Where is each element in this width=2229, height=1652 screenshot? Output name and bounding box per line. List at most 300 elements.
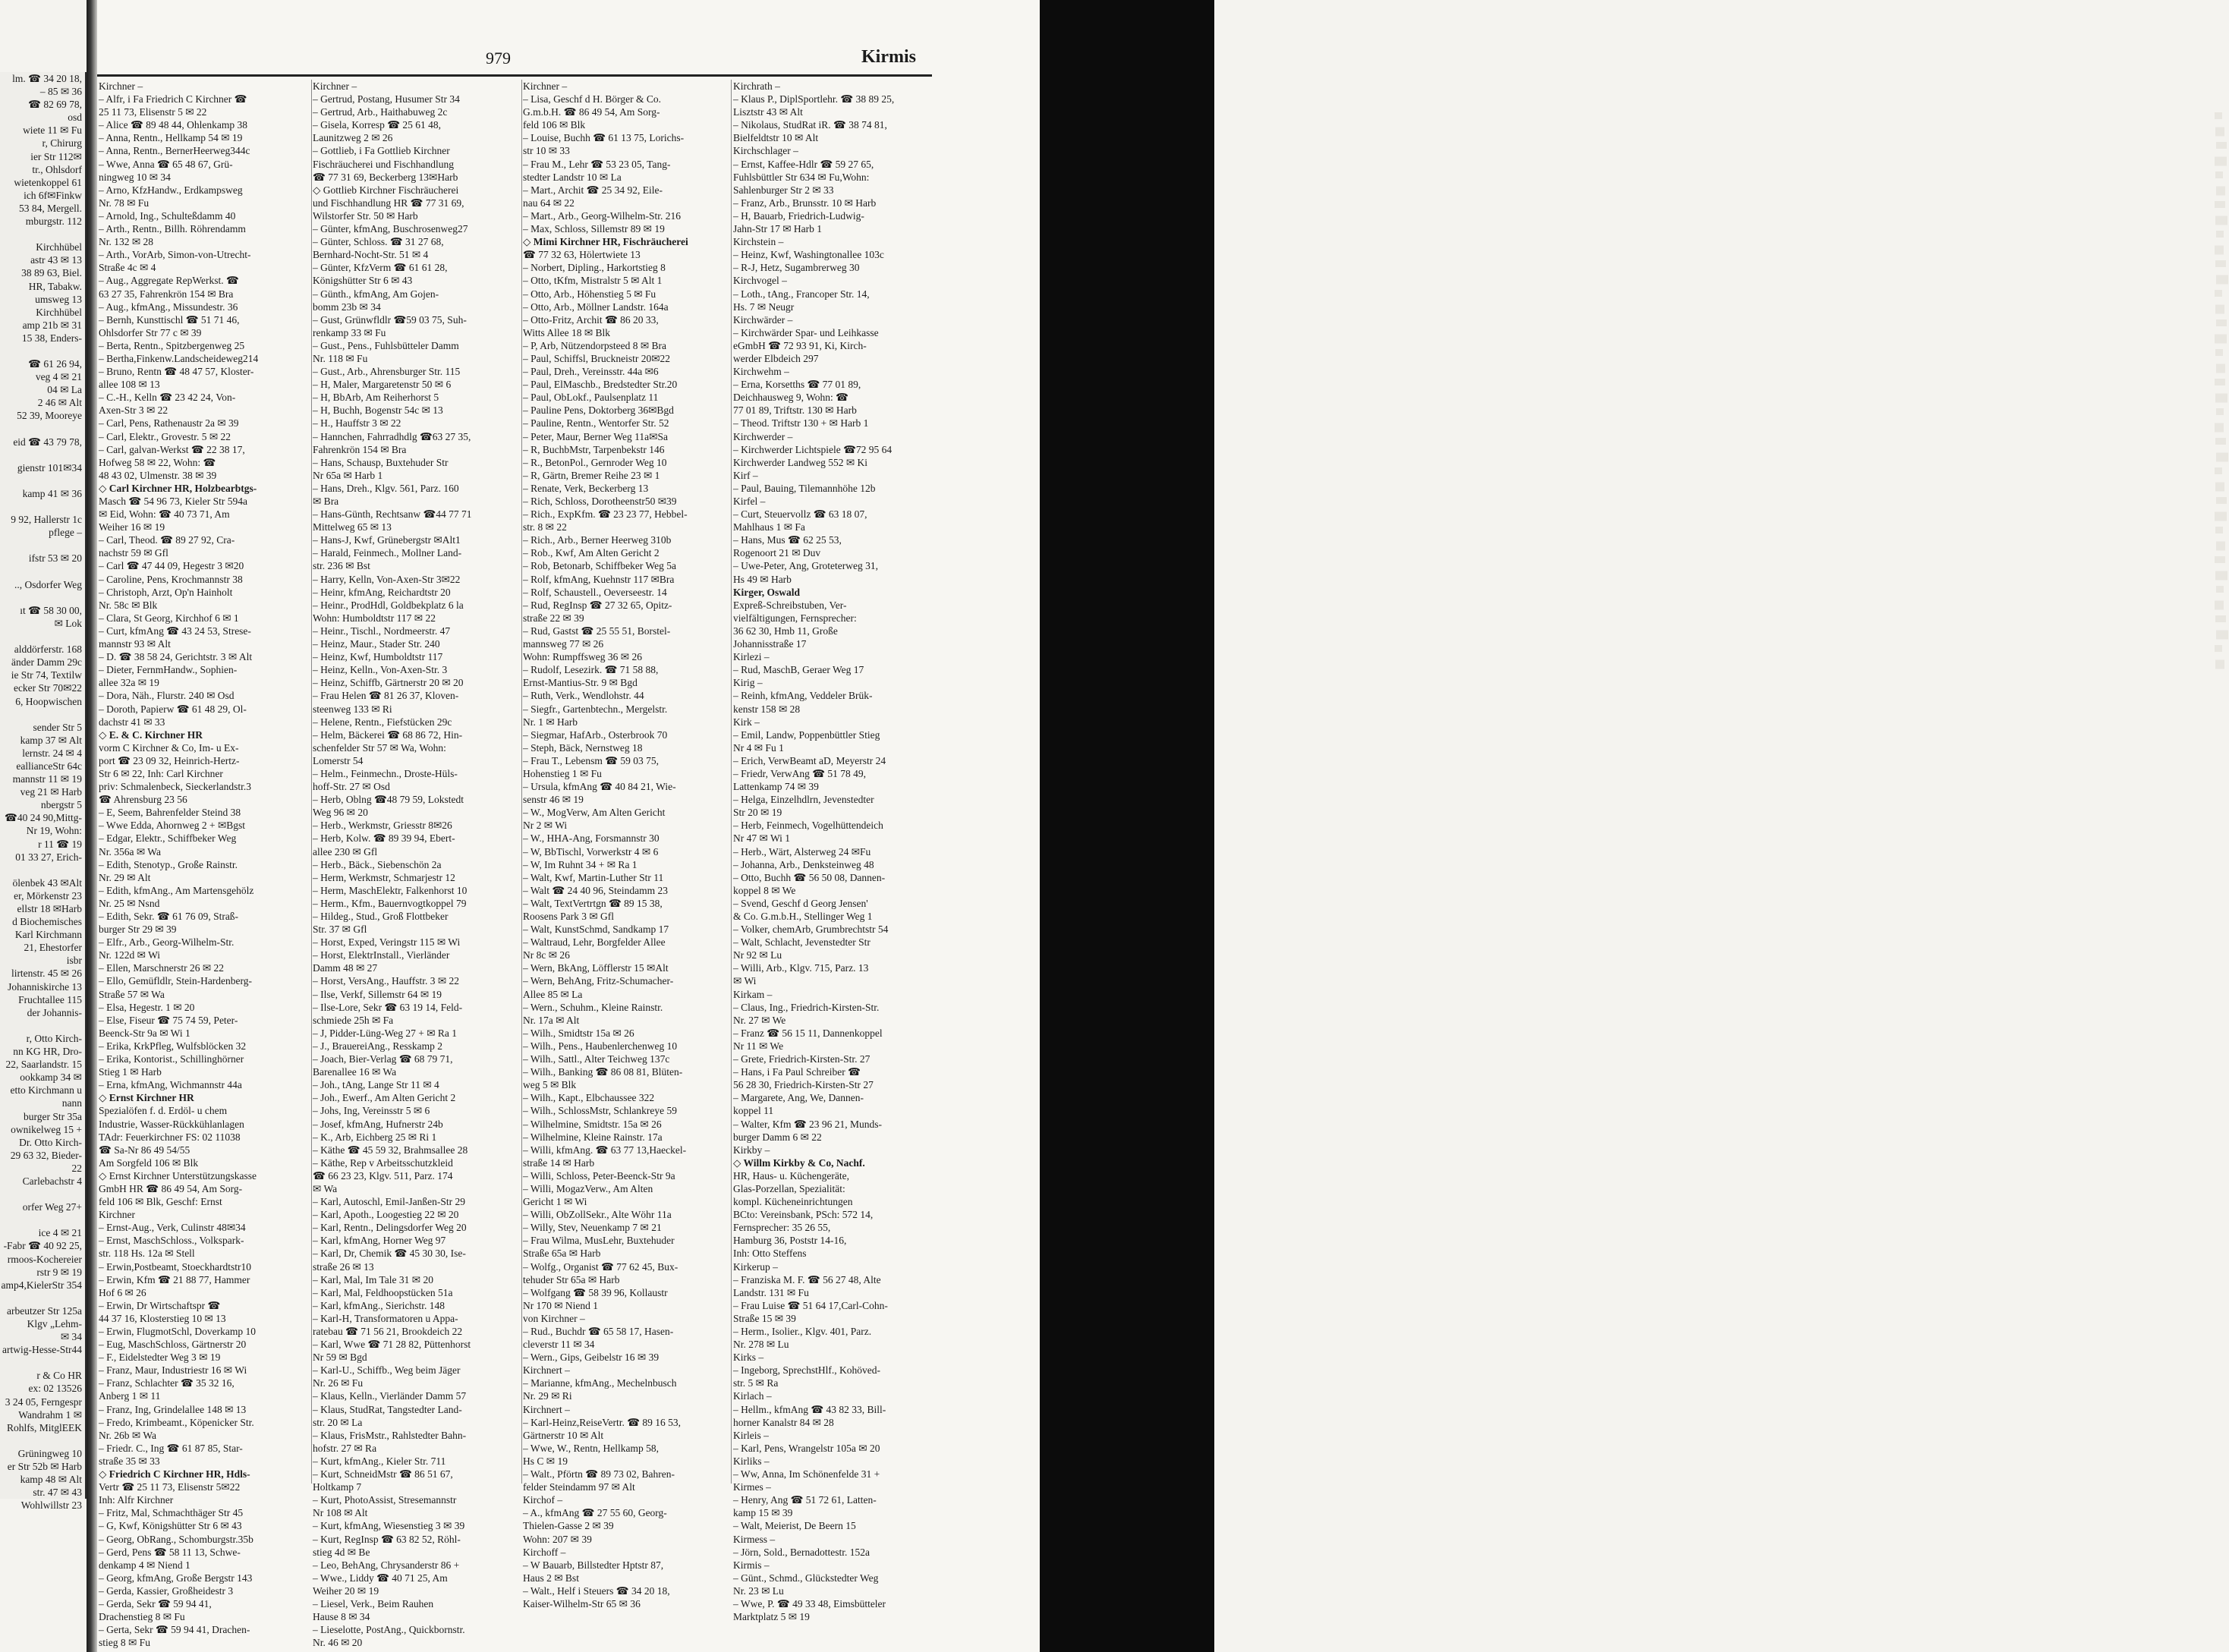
- directory-entry-line: – Elfr., Arb., Georg-Wilhelm-Str.: [99, 936, 235, 949]
- directory-entry-line: – Gust., Pens., Fuhlsbütteler Damm: [313, 339, 459, 351]
- directory-entry-line: – Carl ☎ 47 44 09, Hegestr 3 ✉20: [99, 560, 244, 572]
- directory-entry-line: str. 118 Hs. 12a ✉ Stell: [99, 1248, 195, 1260]
- directory-entry-line: Nr. 26 ✉ Fu: [313, 1377, 364, 1389]
- directory-entry-line: ◇ Willm Kirkby & Co, Nachf.: [733, 1156, 865, 1169]
- directory-entry-line: Mittelweg 65 ✉ 13: [313, 521, 392, 533]
- directory-entry-line: – Walt, KunstSchmd, Sandkamp 17: [523, 924, 669, 936]
- directory-entry-line: stedter Landstr 10 ✉ La: [523, 171, 622, 183]
- directory-entry-line: – G, Kwf, Königshütter Str 6 ✉ 43: [99, 1520, 242, 1532]
- directory-entry-line: – Heinz, Kelln., Von-Axen-Str. 3: [313, 664, 448, 676]
- previous-page-line: wietenkoppel 61: [14, 176, 82, 188]
- directory-entry-line: – Franz, Schlachter ☎ 35 32 16,: [99, 1377, 235, 1389]
- directory-entry-line: tehuder Str 65a ✉ Harb: [523, 1273, 620, 1285]
- edge-mark: [2215, 216, 2227, 225]
- directory-entry-line: nachstr 59 ✉ Gfl: [99, 547, 168, 559]
- directory-entry-line: – Louise, Buchh ☎ 61 13 75, Lorichs-: [523, 132, 685, 144]
- previous-page-line: Klgv „Lehm-: [27, 1318, 82, 1329]
- directory-entry-line: – Frau M., Lehr ☎ 53 23 05, Tang-: [523, 158, 671, 170]
- previous-page-line: ookkamp 34 ✉: [20, 1071, 82, 1084]
- directory-entry-line: Bielfeldtstr 10 ✉ Alt: [733, 132, 819, 144]
- previous-page-line: r, Otto Kirch-: [26, 1032, 82, 1044]
- directory-entry-line: Landstr. 131 ✉ Fu: [733, 1286, 809, 1298]
- directory-entry-line: – Günter, Schloss. ☎ 31 27 68,: [313, 236, 444, 248]
- directory-entry-line: Nr 108 ✉ Alt: [313, 1507, 368, 1519]
- directory-entry-line: straße 35 ✉ 33: [99, 1455, 160, 1467]
- directory-entry-line: von Kirchner –: [523, 1312, 585, 1324]
- directory-entry-line: – Anna, Rentn., BernerHeerweg344c: [99, 145, 250, 157]
- edge-mark: [2215, 127, 2224, 137]
- directory-entry-line: – Georg, kfmAng, Große Bergstr 143: [99, 1572, 253, 1584]
- directory-entry-line: – Herm, Werkmstr, Schmarjestr 12: [313, 871, 455, 883]
- page-number: 979: [486, 49, 511, 68]
- directory-entry-line: – Kurt, kfmAng., Kieler Str. 711: [313, 1455, 446, 1467]
- previous-page-line: Dr. Otto Kirch-: [19, 1136, 82, 1148]
- directory-entry-line: Fernsprecher: 35 26 55,: [733, 1222, 831, 1234]
- directory-entry-line: Str. 37 ✉ Gfl: [313, 924, 367, 936]
- directory-entry-line: – A., kfmAng ☎ 27 55 60, Georg-: [523, 1507, 667, 1519]
- directory-entry-line: und Fischhandlung HR ☎ 77 31 69,: [313, 197, 464, 209]
- directory-entry-line: – Gust., Arb., Ahrensburger Str. 115: [313, 366, 461, 378]
- directory-entry-line: – Renate, Verk, Beckerberg 13: [523, 482, 649, 494]
- directory-entry-line: GmbH HR ☎ 86 49 54, Am Sorg-: [99, 1182, 243, 1194]
- directory-entry-line: – Ernst-Aug., Verk, Culinstr 48✉34: [99, 1222, 246, 1234]
- directory-entry-line: – Gerta, Sekr ☎ 59 94 41, Drachen-: [99, 1624, 250, 1636]
- directory-entry-line: – Erich, VerwBeamt aD, Meyerstr 24: [733, 754, 886, 766]
- directory-entry-line: Wilstorfer Str. 50 ✉ Harb: [313, 209, 418, 222]
- previous-page-line: ✉ Lok: [54, 617, 82, 629]
- previous-page-line: isbr: [66, 955, 82, 967]
- directory-entry-line: Kirchwehm –: [733, 366, 789, 378]
- directory-entry-line: – Wern, BehAng, Fritz-Schumacher-: [523, 975, 674, 987]
- directory-entry-line: Kirger, Oswald: [733, 586, 801, 598]
- directory-entry-line: – Carl, Theod. ☎ 89 27 92, Cra-: [99, 534, 235, 546]
- directory-entry-line: ✉ Eid, Wohn: ☎ 40 73 71, Am: [99, 508, 230, 521]
- directory-entry-line: – Wilhelmine, Smidtstr. 15a ✉ 26: [523, 1118, 662, 1130]
- directory-entry-line: – Franz ☎ 56 15 11, Dannenkoppel: [733, 1027, 883, 1039]
- directory-entry-line: Nr. 132 ✉ 28: [99, 236, 154, 248]
- directory-entry-line: – Karl, Autoschl, Emil-Janßen-Str 29: [313, 1196, 465, 1208]
- directory-entry-line: – Helene, Rentn., Fiefstücken 29c: [313, 716, 452, 728]
- directory-entry-line: Nr. 58c ✉ Blk: [99, 599, 158, 611]
- column-separator: [731, 80, 732, 1484]
- directory-entry-line: – Karl, Pens, Wrangelstr 105a ✉ 20: [733, 1442, 880, 1454]
- previous-page-line: [0, 423, 85, 436]
- directory-entry-line: – Fritz, Mal, Schmachthäger Str 45: [99, 1507, 244, 1519]
- directory-entry-line: – Edith, kfmAng., Am Martensgehölz: [99, 884, 254, 896]
- directory-entry-line: Nr 170 ✉ Niend 1: [523, 1299, 599, 1311]
- previous-page-line: kamp 37 ✉ Alt: [20, 734, 82, 746]
- previous-page-line: [0, 1434, 85, 1447]
- directory-entry-line: ✉ Bra: [313, 496, 339, 507]
- directory-entry-line: Industrie, Wasser-Rückkühlanlagen: [99, 1118, 244, 1130]
- previous-page-line: 52 39, Mooreye: [17, 410, 82, 422]
- directory-entry-line: – Wolfgang ☎ 58 39 96, Kollaustr: [523, 1286, 668, 1298]
- edge-mark: [2216, 187, 2225, 196]
- directory-entry-line: – Heinr., ProdHdl, Goldbekplatz 6 la: [313, 599, 464, 611]
- edge-mark: [2216, 453, 2228, 462]
- previous-page-line: [0, 1356, 85, 1369]
- previous-page-line: lm. ☎ 34 20 18,: [12, 73, 82, 84]
- directory-entry-line: – Mart., Arb., Georg-Wilhelm-Str. 216: [523, 209, 682, 222]
- directory-entry-line: – Franziska M. F. ☎ 56 27 48, Alte: [733, 1273, 881, 1285]
- directory-entry-line: denkamp 4 ✉ Niend 1: [99, 1559, 190, 1571]
- previous-page-line: ıt ☎ 58 30 00,: [20, 604, 82, 616]
- previous-page-line: ier Str 112✉: [30, 150, 82, 162]
- directory-entry-line: – Rud., Buchdr ☎ 65 58 17, Hasen-: [523, 1326, 674, 1337]
- previous-page-line: 22: [71, 1162, 82, 1174]
- directory-entry-line: – Rud, RegInsp ☎ 27 32 65, Opitz-: [523, 599, 672, 611]
- directory-entry-line: Kirchoff –: [523, 1546, 566, 1558]
- directory-entry-line: – Lisa, Geschf d H. Börger & Co.: [523, 93, 661, 105]
- column-1: [99, 80, 309, 1649]
- directory-entry-line: – Helm., Feinmechn., Droste-Hüls-: [313, 767, 458, 779]
- edge-mark: [2215, 246, 2224, 255]
- directory-entry-line: – Henry, Ang ☎ 51 72 61, Latten-: [733, 1494, 877, 1506]
- directory-entry-line: – Frau Helen ☎ 81 26 37, Kloven-: [313, 690, 459, 702]
- directory-entry-line: Kirchner –: [99, 80, 143, 92]
- directory-entry-line: – H, Maler, Margaretenstr 50 ✉ 6: [313, 379, 452, 391]
- previous-page-line: rstr 9 ✉ 19: [36, 1266, 82, 1278]
- directory-entry-line: – Wilh., SchlossMstr, Schlankreye 59: [523, 1105, 678, 1117]
- previous-page-line: veg 21 ✉ Harb: [20, 786, 82, 798]
- directory-entry-line: Kirchvogel –: [733, 275, 787, 287]
- directory-entry-line: – Alfr, i Fa Friedrich C Kirchner ☎: [99, 93, 247, 105]
- directory-entry-line: Nr 4 ✉ Fu 1: [733, 741, 784, 754]
- directory-entry-line: – Karl, Rentn., Delingsdorfer Weg 20: [313, 1222, 467, 1234]
- directory-entry-line: Nr. 23 ✉ Lu: [733, 1584, 784, 1597]
- directory-entry-line: – Arth., VorArb, Simon-von-Utrecht-: [99, 249, 251, 261]
- previous-page-line: ✉ 34: [60, 1331, 82, 1343]
- directory-entry-line: stieg 8 ✉ Fu: [99, 1637, 150, 1649]
- directory-entry-line: Inh: Otto Steffens: [733, 1248, 807, 1260]
- previous-page-line: artwig-Hesse-Str44: [2, 1344, 82, 1356]
- directory-entry-line: Nr. 25 ✉ Nsnd: [99, 897, 160, 909]
- directory-entry-line: – Erwin, Dr Wirtschaftspr ☎: [99, 1299, 221, 1311]
- column-3: [523, 80, 729, 1610]
- directory-entry-line: – Karl, Mal, Im Tale 31 ✉ 20: [313, 1273, 433, 1285]
- directory-entry-line: 36 62 30, Hmb 11, Große: [733, 625, 838, 637]
- directory-entry-line: straße 14 ✉ Harb: [523, 1156, 595, 1169]
- directory-entry-line: weg 5 ✉ Blk: [523, 1079, 577, 1091]
- directory-entry-line: – Wwe., Liddy ☎ 40 71 25, Am: [313, 1572, 448, 1584]
- directory-entry-line: vorm C Kirchner & Co, Im- u Ex-: [99, 741, 239, 754]
- directory-entry-line: – Karl, Apoth., Loogestieg 22 ✉ 20: [313, 1209, 459, 1221]
- directory-entry-line: – Herm., Kfm., Bauernvogtkoppel 79: [313, 897, 467, 909]
- directory-entry-line: Launitzweg 2 ✉ 26: [313, 132, 393, 144]
- directory-entry-line: Fischräucherei und Fischhandlung: [313, 158, 454, 170]
- directory-entry-line: Nr 11 ✉ We: [733, 1040, 784, 1052]
- previous-page-line: – 85 ✉ 36: [39, 86, 82, 98]
- previous-page-line: nbergstr 5: [40, 799, 82, 811]
- directory-entry-line: – Josef, kfmAng, Hufnerstr 24b: [313, 1118, 443, 1130]
- directory-entry-line: straße 22 ✉ 39: [523, 612, 584, 624]
- previous-page-line: 22, Saarlandstr. 15: [5, 1059, 82, 1071]
- previous-page-line: Rohlfs, MitglEEK: [6, 1421, 82, 1433]
- previous-page-line: änder Damm 29c: [11, 656, 82, 669]
- directory-entry-line: feld 106 ✉ Blk: [523, 119, 586, 131]
- edge-mark: [2216, 364, 2225, 373]
- previous-page-line: kamp 41 ✉ 36: [22, 488, 82, 499]
- directory-entry-line: – Lieselotte, PostAng., Quickbornstr.: [313, 1624, 465, 1636]
- directory-entry-line: ◇ Ernst Kirchner Unterstützungskasse: [99, 1169, 257, 1182]
- directory-entry-line: Straße 4c ✉ 4: [99, 262, 156, 274]
- directory-entry-line: kompl. Kücheneinrichtungen: [733, 1196, 853, 1208]
- directory-entry-line: – Friedr. C., Ing ☎ 61 87 85, Star-: [99, 1442, 243, 1454]
- previous-page-line: wiete 11 ✉ Fu: [23, 124, 82, 137]
- directory-entry-line: str. 20 ✉ La: [313, 1416, 363, 1428]
- directory-entry-line: Kirchwerder –: [733, 430, 793, 442]
- previous-page-line: [0, 500, 85, 513]
- directory-entry-line: Kirmes –: [733, 1481, 771, 1493]
- directory-entry-line: – Kirchwerder Lichtspiele ☎72 95 64: [733, 443, 893, 455]
- directory-entry-line: Lomerstr 54: [313, 754, 364, 766]
- directory-entry-line: Bernhard-Nocht-Str. 51 ✉ 4: [313, 249, 429, 261]
- directory-entry-line: kenstr 158 ✉ 28: [733, 703, 801, 715]
- directory-entry-line: – Eug, MaschSchloss, Gärtnerstr 20: [99, 1339, 247, 1351]
- previous-page-line: Grüningweg 10: [17, 1447, 82, 1459]
- directory-entry-line: – Helm, Bäckerei ☎ 68 86 72, Hin-: [313, 728, 463, 741]
- directory-entry-line: Marktplatz 5 ✉ 19: [733, 1611, 810, 1623]
- directory-entry-line: – Heinz, Schiffb, Gärtnerstr 20 ✉ 20: [313, 677, 464, 689]
- directory-entry-line: – W Bauarb, Billstedter Hptstr 87,: [523, 1559, 664, 1571]
- directory-entry-line: – Walt, Kwf, Martin-Luther Str 11: [523, 871, 664, 883]
- header-rule: [97, 74, 932, 77]
- directory-entry-line: Witts Allee 18 ✉ Blk: [523, 326, 611, 338]
- column-separator: [311, 80, 312, 1484]
- directory-entry-line: – R, Gärtn, Bremer Reihe 23 ✉ 1: [523, 469, 660, 481]
- directory-entry-line: – Ernst, MaschSchloss., Volkspark-: [99, 1235, 244, 1247]
- directory-entry-line: 25 11 73, Elisenstr 5 ✉ 22: [99, 106, 207, 118]
- directory-entry-line: – Emil, Landw, Poppenbüttler Stieg: [733, 728, 880, 741]
- previous-page-line: 15 38, Enders-: [21, 332, 82, 344]
- directory-entry-line: – Rolf, kfmAng, Kuehnstr 117 ✉Bra: [523, 573, 675, 585]
- previous-page-line: ownikelweg 15 +: [11, 1123, 82, 1135]
- edge-mark: [2215, 512, 2227, 521]
- directory-entry-line: bomm 23b ✉ 34: [313, 301, 381, 313]
- edge-mark: [2216, 497, 2227, 504]
- directory-entry-line: – Willi, MogazVerw., Am Alten: [523, 1182, 653, 1194]
- directory-entry-line: – Christoph, Arzt, Op'n Hainholt: [99, 586, 233, 598]
- previous-page-line: amp4,KielerStr 354: [1, 1279, 82, 1291]
- directory-entry-line: – Karl-U., Schiffb., Weg beim Jäger: [313, 1364, 461, 1377]
- directory-entry-line: 48 43 02, Ulmenstr. 38 ✉ 39: [99, 469, 217, 481]
- directory-entry-line: – Edgar, Elektr., Schiffbeker Weg: [99, 832, 237, 845]
- previous-page-line: [0, 474, 85, 487]
- directory-entry-line: Kirchwerder Landweg 552 ✉ Ki: [733, 456, 868, 468]
- directory-entry-line: feld 106 ✉ Blk, Geschf: Ernst: [99, 1196, 222, 1208]
- previous-page-line: er Str 52b ✉ Harb: [7, 1461, 82, 1473]
- directory-entry-line: Masch ☎ 54 96 73, Kieler Str 594a: [99, 496, 248, 507]
- directory-entry-line: eGmbH ☎ 72 93 91, Ki, Kirch-: [733, 339, 867, 351]
- directory-entry-line: – Ruth, Verk., Wendlohstr. 44: [523, 690, 644, 702]
- directory-entry-line: priv: Schmalenbeck, Sieckerlandstr.3: [99, 781, 251, 793]
- directory-entry-line: – Joh., tAng, Lange Str 11 ✉ 4: [313, 1079, 439, 1091]
- previous-page-line: [0, 345, 85, 357]
- previous-page-line: -Fabr ☎ 40 92 25,: [3, 1240, 82, 1252]
- directory-entry-line: – Heinr., Tischl., Nordmeerstr. 47: [313, 625, 451, 637]
- directory-entry-line: port ☎ 23 09 32, Heinrich-Hertz-: [99, 754, 240, 766]
- previous-page-line: ☎ 82 69 78,: [28, 99, 82, 111]
- directory-entry-line: Axen-Str 3 ✉ 22: [99, 404, 168, 417]
- directory-entry-line: – Frau Wilma, MusLehr, Buxtehuder: [523, 1235, 675, 1247]
- directory-entry-line: – Max, Schloss, Sillemstr 89 ✉ 19: [523, 223, 665, 235]
- previous-page-line: alddörferstr. 168: [14, 643, 82, 656]
- directory-entry-line: str. 236 ✉ Bst: [313, 560, 370, 572]
- directory-entry-line: – Herb, Kolw. ☎ 89 39 94, Ebert-: [313, 832, 455, 845]
- edge-mark: [2215, 483, 2224, 492]
- directory-entry-line: Wohn: Rumpffsweg 36 ✉ 26: [523, 651, 642, 663]
- directory-entry-line: – Walt, Meierist, De Beern 15: [733, 1520, 856, 1532]
- directory-entry-line: Nr. 78 ✉ Fu: [99, 197, 150, 209]
- directory-entry-line: – Ello, Gemüfldlr, Stein-Hardenberg-: [99, 975, 253, 987]
- directory-entry-line: – J., BrauereiAng., Resskamp 2: [313, 1040, 442, 1052]
- edge-mark: [2215, 645, 2222, 652]
- previous-page-line: [0, 1019, 85, 1032]
- directory-entry-line: – Wilh., Pens., Haubenlerchenweg 10: [523, 1040, 678, 1052]
- edge-mark: [2216, 586, 2224, 593]
- directory-entry-line: Deichhausweg 9, Wohn: ☎: [733, 392, 848, 404]
- edge-mark: [2215, 201, 2225, 208]
- directory-entry-line: Königshütter Str 6 ✉ 43: [313, 275, 413, 287]
- directory-entry-line: schenfelder Str 57 ✉ Wa, Wohn:: [313, 741, 446, 754]
- directory-entry-line: str. 8 ✉ 22: [523, 521, 567, 533]
- edge-mark: [2215, 335, 2227, 344]
- directory-entry-line: Allee 85 ✉ La: [523, 988, 583, 1000]
- directory-entry-line: – Hans, Schausp, Buxtehuder Str: [313, 456, 449, 468]
- directory-entry-line: – Anna, Rentn., Hellkamp 54 ✉ 19: [99, 132, 243, 144]
- directory-entry-line: – Arno, KfzHandw., Erdkampsweg: [99, 184, 243, 196]
- previous-page-line: [0, 708, 85, 721]
- directory-entry-line: Hause 8 ✉ 34: [313, 1611, 370, 1623]
- directory-entry-line: – Bernh, Kunsttischl ☎ 51 71 46,: [99, 313, 240, 326]
- directory-entry-line: – Gertrud, Postang, Husumer Str 34: [313, 93, 460, 105]
- previous-page-line: er, Mörkenstr 23: [14, 889, 82, 902]
- directory-entry-line: Expreß-Schreibstuben, Ver-: [733, 599, 847, 611]
- directory-entry-line: – Heinr, kfmAng, Reichardtstr 20: [313, 586, 451, 598]
- directory-entry-line: – Herb., Bäck., Siebenschön 2a: [313, 858, 442, 870]
- directory-entry-line: & Co. G.m.b.H., Stellinger Weg 1: [733, 911, 873, 922]
- previous-page-line: 01 33 27, Erich-: [15, 851, 82, 863]
- previous-page-line: 04 ✉ La: [47, 384, 82, 396]
- directory-entry-line: Nr. 1 ✉ Harb: [523, 716, 578, 728]
- directory-entry-line: – Caroline, Pens, Krochmannstr 38: [99, 573, 243, 585]
- directory-entry-line: Nr. 26b ✉ Wa: [99, 1429, 156, 1441]
- directory-entry-line: – Hildeg., Stud., Groß Flottbeker: [313, 911, 449, 922]
- directory-entry-line: Hs 49 ✉ Harb: [733, 573, 792, 585]
- directory-entry-line: allee 108 ✉ 13: [99, 379, 160, 391]
- directory-entry-line: Ernst-Mantius-Str. 9 ✉ Bgd: [523, 677, 638, 689]
- previous-page-line: ich 6f✉Finkw: [24, 189, 82, 201]
- directory-entry-line: Weg 96 ✉ 20: [313, 807, 368, 819]
- previous-page-line: ex: 02 13526: [28, 1383, 82, 1395]
- directory-entry-line: – Nikolaus, StudRat iR. ☎ 38 74 81,: [733, 119, 887, 131]
- directory-entry-line: – Hans, i Fa Paul Schreiber ☎: [733, 1066, 861, 1078]
- directory-entry-line: – Volker, chemArb, Grumbrechtstr 54: [733, 924, 889, 936]
- directory-entry-line: Roosens Park 3 ✉ Gfl: [523, 911, 615, 922]
- directory-entry-line: – Ingeborg, SprechstHlf., Kohöved-: [733, 1364, 880, 1377]
- directory-entry-line: – Paul, Schiffsl, Bruckneistr 20✉22: [523, 352, 671, 364]
- directory-entry-line: ✉ Wi: [733, 975, 757, 987]
- directory-entry-line: Kirig –: [733, 677, 763, 689]
- directory-entry-line: – Erika, Kontorist., Schillinghörner: [99, 1053, 244, 1065]
- directory-entry-line: – Mart., Archit ☎ 25 34 92, Eile-: [523, 184, 663, 196]
- directory-entry-line: ☎ Sa-Nr 86 49 54/55: [99, 1144, 190, 1156]
- directory-entry-line: – F., Eidelstedter Weg 3 ✉ 19: [99, 1351, 221, 1364]
- directory-entry-line: – Dieter, FernmHandw., Sophien-: [99, 664, 238, 676]
- directory-entry-line: – Paul, Bauing, Tilemannhöhe 12b: [733, 482, 876, 494]
- directory-entry-line: – Kurt, kfmAng, Wiesenstieg 3 ✉ 39: [313, 1520, 465, 1532]
- directory-entry-line: ◇ Friedrich C Kirchner HR, Hdls-: [99, 1468, 250, 1481]
- directory-entry-line: – Günter, KfzVerm ☎ 61 61 28,: [313, 262, 448, 274]
- directory-entry-line: – Kurt, RegInsp ☎ 63 82 52, Röhl-: [313, 1533, 461, 1545]
- directory-entry-line: – Erna, Korsetths ☎ 77 01 89,: [733, 379, 861, 391]
- directory-entry-line: – Klaus, FrisMstr., Rahlstedter Bahn-: [313, 1429, 467, 1441]
- directory-entry-line: – Rich, Schloss, Dorotheenstr50 ✉39: [523, 496, 677, 507]
- directory-entry-line: ◇ Mimi Kirchner HR, Fischräucherei: [523, 236, 688, 248]
- directory-entry-line: Str 6 ✉ 22, Inh: Carl Kirchner: [99, 767, 223, 779]
- directory-entry-line: – Willi, kfmAng. ☎ 63 77 13,Haeckel-: [523, 1144, 687, 1156]
- directory-entry-line: – Horst, ElektrInstall., Vierländer: [313, 949, 450, 961]
- directory-entry-line: straße 26 ✉ 13: [313, 1260, 374, 1273]
- directory-entry-line: – Grete, Friedrich-Kirsten-Str. 27: [733, 1053, 871, 1065]
- directory-entry-line: Kirchnert –: [523, 1364, 570, 1377]
- column-4: [733, 80, 930, 1623]
- directory-entry-line: – Rud, Gastst ☎ 25 55 51, Borstel-: [523, 625, 671, 637]
- previous-page-line: HR, Tabakw.: [28, 280, 82, 292]
- directory-entry-line: – Willy, Stev, Neuenkamp 7 ✉ 21: [523, 1222, 662, 1234]
- directory-entry-line: – Herb., Werkmstr, Griesstr 8✉26: [313, 820, 452, 832]
- directory-entry-line: Kirchrath –: [733, 80, 780, 92]
- directory-entry-line: – Käthe ☎ 45 59 32, Brahmsallee 28: [313, 1144, 468, 1156]
- previous-page-line: lirtenstr. 45 ✉ 26: [11, 968, 82, 980]
- directory-entry-line: – Hannchen, Fahrradhdlg ☎63 27 35,: [313, 430, 471, 442]
- directory-entry-line: 56 28 30, Friedrich-Kirsten-Str 27: [733, 1079, 874, 1091]
- directory-entry-line: – H., Hauffstr 3 ✉ 22: [313, 417, 401, 430]
- directory-entry-line: – Ursula, kfmAng ☎ 40 84 21, Wie-: [523, 781, 676, 793]
- directory-entry-line: – Herb., Wärt, Alsterweg 24 ✉Fu: [733, 845, 871, 857]
- directory-entry-line: – Paul, Dreh., Vereinsstr. 44a ✉6: [523, 366, 659, 378]
- directory-entry-line: BCto: Vereinsbank, PSch: 572 14,: [733, 1209, 874, 1221]
- running-head: Kirmis: [861, 47, 916, 67]
- directory-entry-line: str. 5 ✉ Ra: [733, 1377, 779, 1389]
- directory-entry-line: Kirlach –: [733, 1390, 772, 1402]
- previous-page-line: ☎ 61 26 94,: [28, 358, 82, 370]
- directory-entry-line: – Willi, Arb., Klgv. 715, Parz. 13: [733, 962, 869, 974]
- directory-entry-line: – W, Im Ruhnt 34 + ✉ Ra 1: [523, 858, 638, 870]
- directory-entry-line: – Karl, Mal, Feldhoopstücken 51a: [313, 1286, 453, 1298]
- directory-entry-line: – Paul, ObLokf., Paulsenplatz 11: [523, 392, 659, 404]
- directory-entry-line: – Wolfg., Organist ☎ 77 62 45, Bux-: [523, 1260, 678, 1273]
- directory-entry-line: – Aug., kfmAng., Missundestr. 36: [99, 301, 238, 313]
- edge-mark: [2215, 290, 2222, 297]
- previous-page-line: astr 43 ✉ 13: [30, 254, 82, 266]
- directory-entry-line: – Paul, ElMaschb., Bredstedter Str.20: [523, 379, 678, 391]
- directory-entry-line: – Ellen, Marschnerstr 26 ✉ 22: [99, 962, 225, 974]
- directory-entry-line: Kirkam –: [733, 988, 773, 1000]
- edge-mark: [2216, 631, 2228, 640]
- directory-entry-line: – Johanna, Arb., Denksteinweg 48: [733, 858, 874, 870]
- directory-entry-line: burger Damm 6 ✉ 22: [733, 1131, 822, 1143]
- directory-entry-line: – Claus, Ing., Friedrich-Kirsten-Str.: [733, 1001, 880, 1013]
- directory-entry-line: – Fredo, Krimbeamt., Köpenicker Str.: [99, 1416, 254, 1428]
- directory-entry-line: renkamp 33 ✉ Fu: [313, 326, 386, 338]
- directory-entry-line: Sahlenburger Str 2 ✉ 33: [733, 184, 834, 196]
- directory-entry-line: Kirchnert –: [523, 1403, 570, 1415]
- directory-entry-line: – W., MogVerw, Am Alten Gericht: [523, 807, 666, 819]
- directory-entry-line: allee 230 ✉ Gfl: [313, 845, 378, 857]
- directory-entry-line: Straße 15 ✉ 39: [733, 1312, 796, 1324]
- directory-entry-line: – J, Pidder-Lüng-Weg 27 + ✉ Ra 1: [313, 1027, 458, 1039]
